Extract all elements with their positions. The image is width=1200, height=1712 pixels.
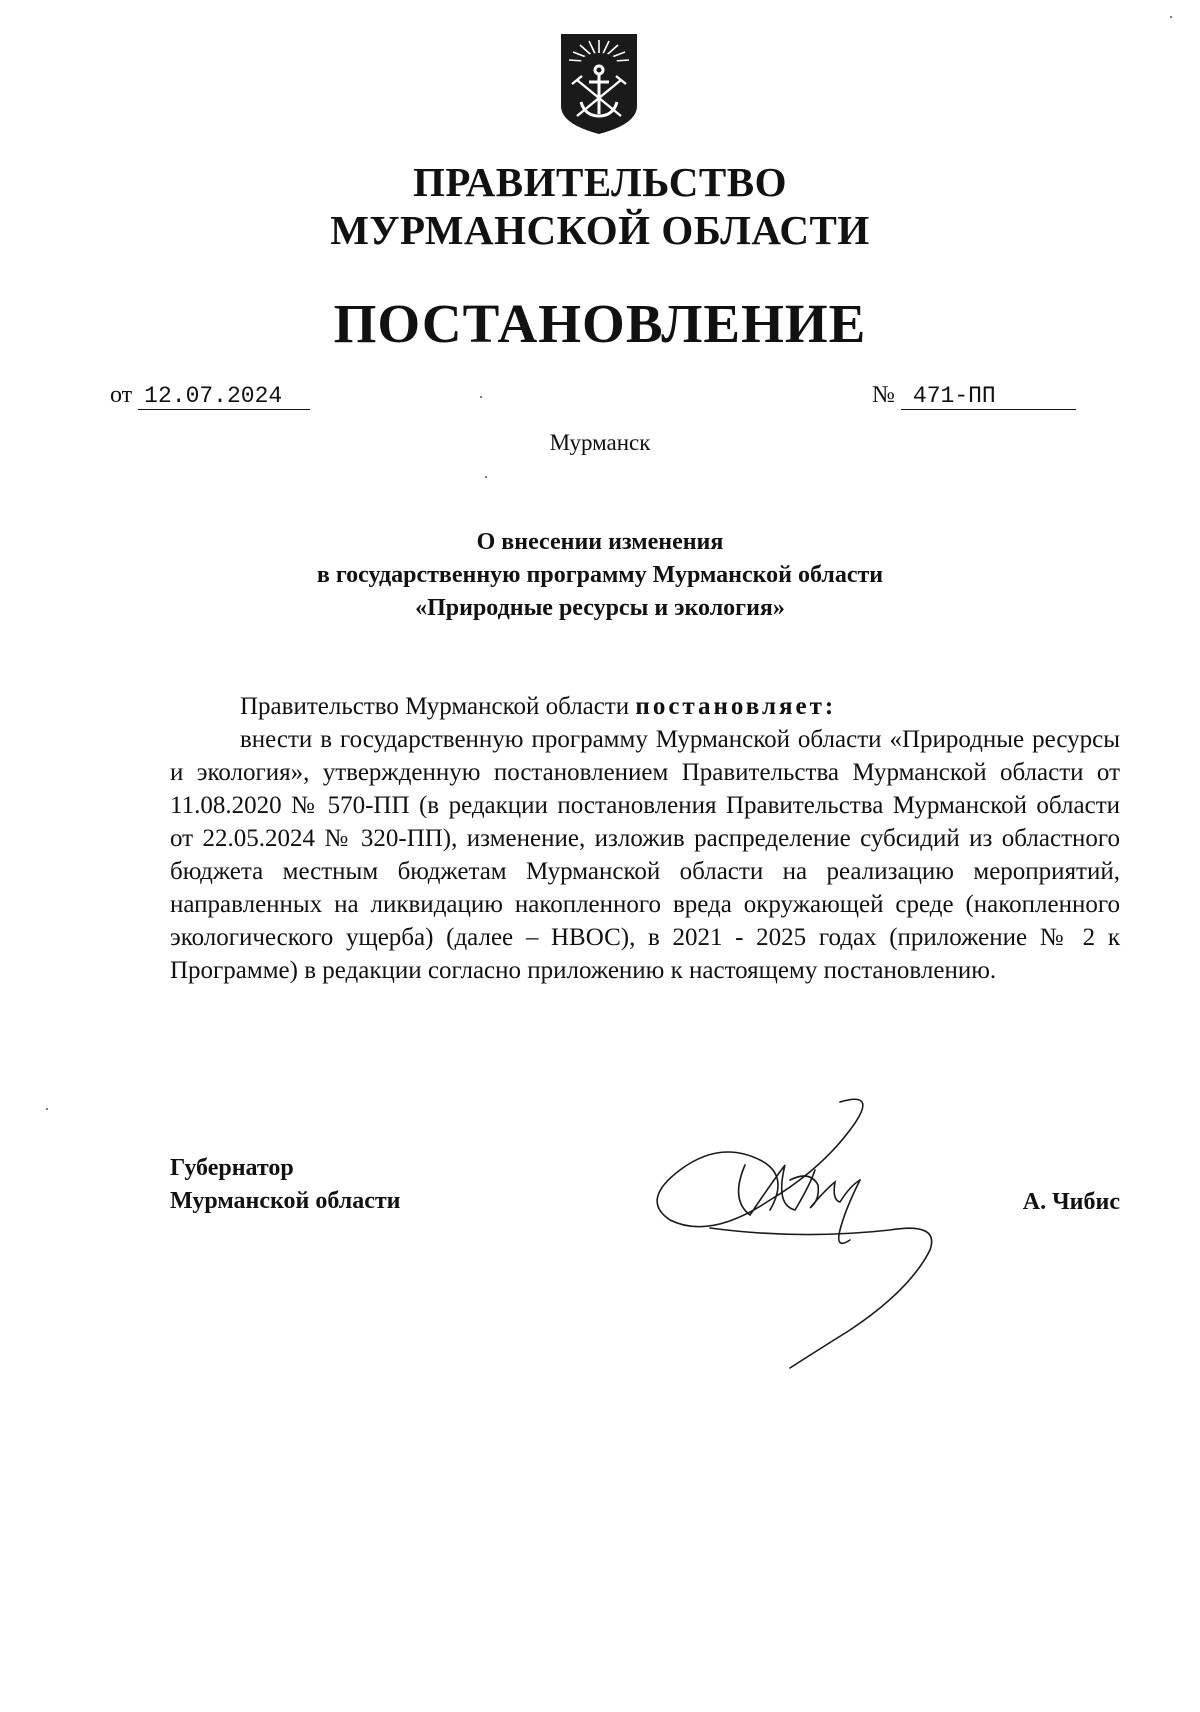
document-type: ПОСТАНОВЛЕНИЕ [333, 293, 867, 354]
subject-line2: в государственную программу Мурманской области [316, 562, 884, 588]
number-prefix: № [872, 382, 895, 408]
date-value: 12.07.2024 [138, 383, 310, 410]
government-name [0, 158, 1200, 254]
main-paragraph: внести в государственную программу Мурманской области «Природные ресурсы и экология», утвержденную постановлением Правительства Мурманской области от 11.08.2020 № 570-ПП (в редакции постановления Правительства Мурманской области от 22.05.2024 № 320-ПП), изменение, изложив распределение субсидий из областного бюджета местным бюджетам Мурманской области на реализацию мероприятий, направленных на ликвидацию накопленного вреда окружающей среде (накопленного экологического ущерба) (далее – НВОС), в 2021 - 2025 годах (приложение № 2 к Программе) в редакции согласно приложению к настоящему постановлению. [170, 726, 1120, 984]
signer-position-line2: Мурманской области [170, 1188, 401, 1214]
number-field [872, 380, 1076, 410]
signer-position-line1: Губернатор [170, 1155, 294, 1181]
signer-position [170, 1152, 400, 1218]
coat-of-arms-icon [557, 32, 641, 136]
date-field [110, 380, 310, 410]
intro-line [170, 690, 1120, 723]
government-name-line2: МУРМАНСКОЙ ОБЛАСТИ [330, 207, 870, 253]
scan-speck [480, 396, 482, 398]
signer-name: А. Чибис [1022, 1189, 1120, 1215]
handwritten-signature [650, 1090, 950, 1370]
intro-text: Правительство Мурманской области [240, 693, 630, 720]
scan-speck [46, 1108, 48, 1110]
city: Мурманск [549, 430, 651, 455]
document-subject [0, 526, 1200, 625]
date-prefix: от [110, 382, 133, 408]
number-value: 471-ПП [901, 383, 1076, 410]
scan-speck [1170, 16, 1172, 18]
scan-speck [485, 476, 487, 478]
subject-line3: «Природные ресурсы и экология» [415, 595, 785, 621]
subject-line1: О внесении изменения [476, 529, 724, 555]
document-body [170, 690, 1120, 987]
intro-verb: постановляет: [635, 693, 837, 720]
government-name-line1: ПРАВИТЕЛЬСТВО [412, 159, 788, 205]
